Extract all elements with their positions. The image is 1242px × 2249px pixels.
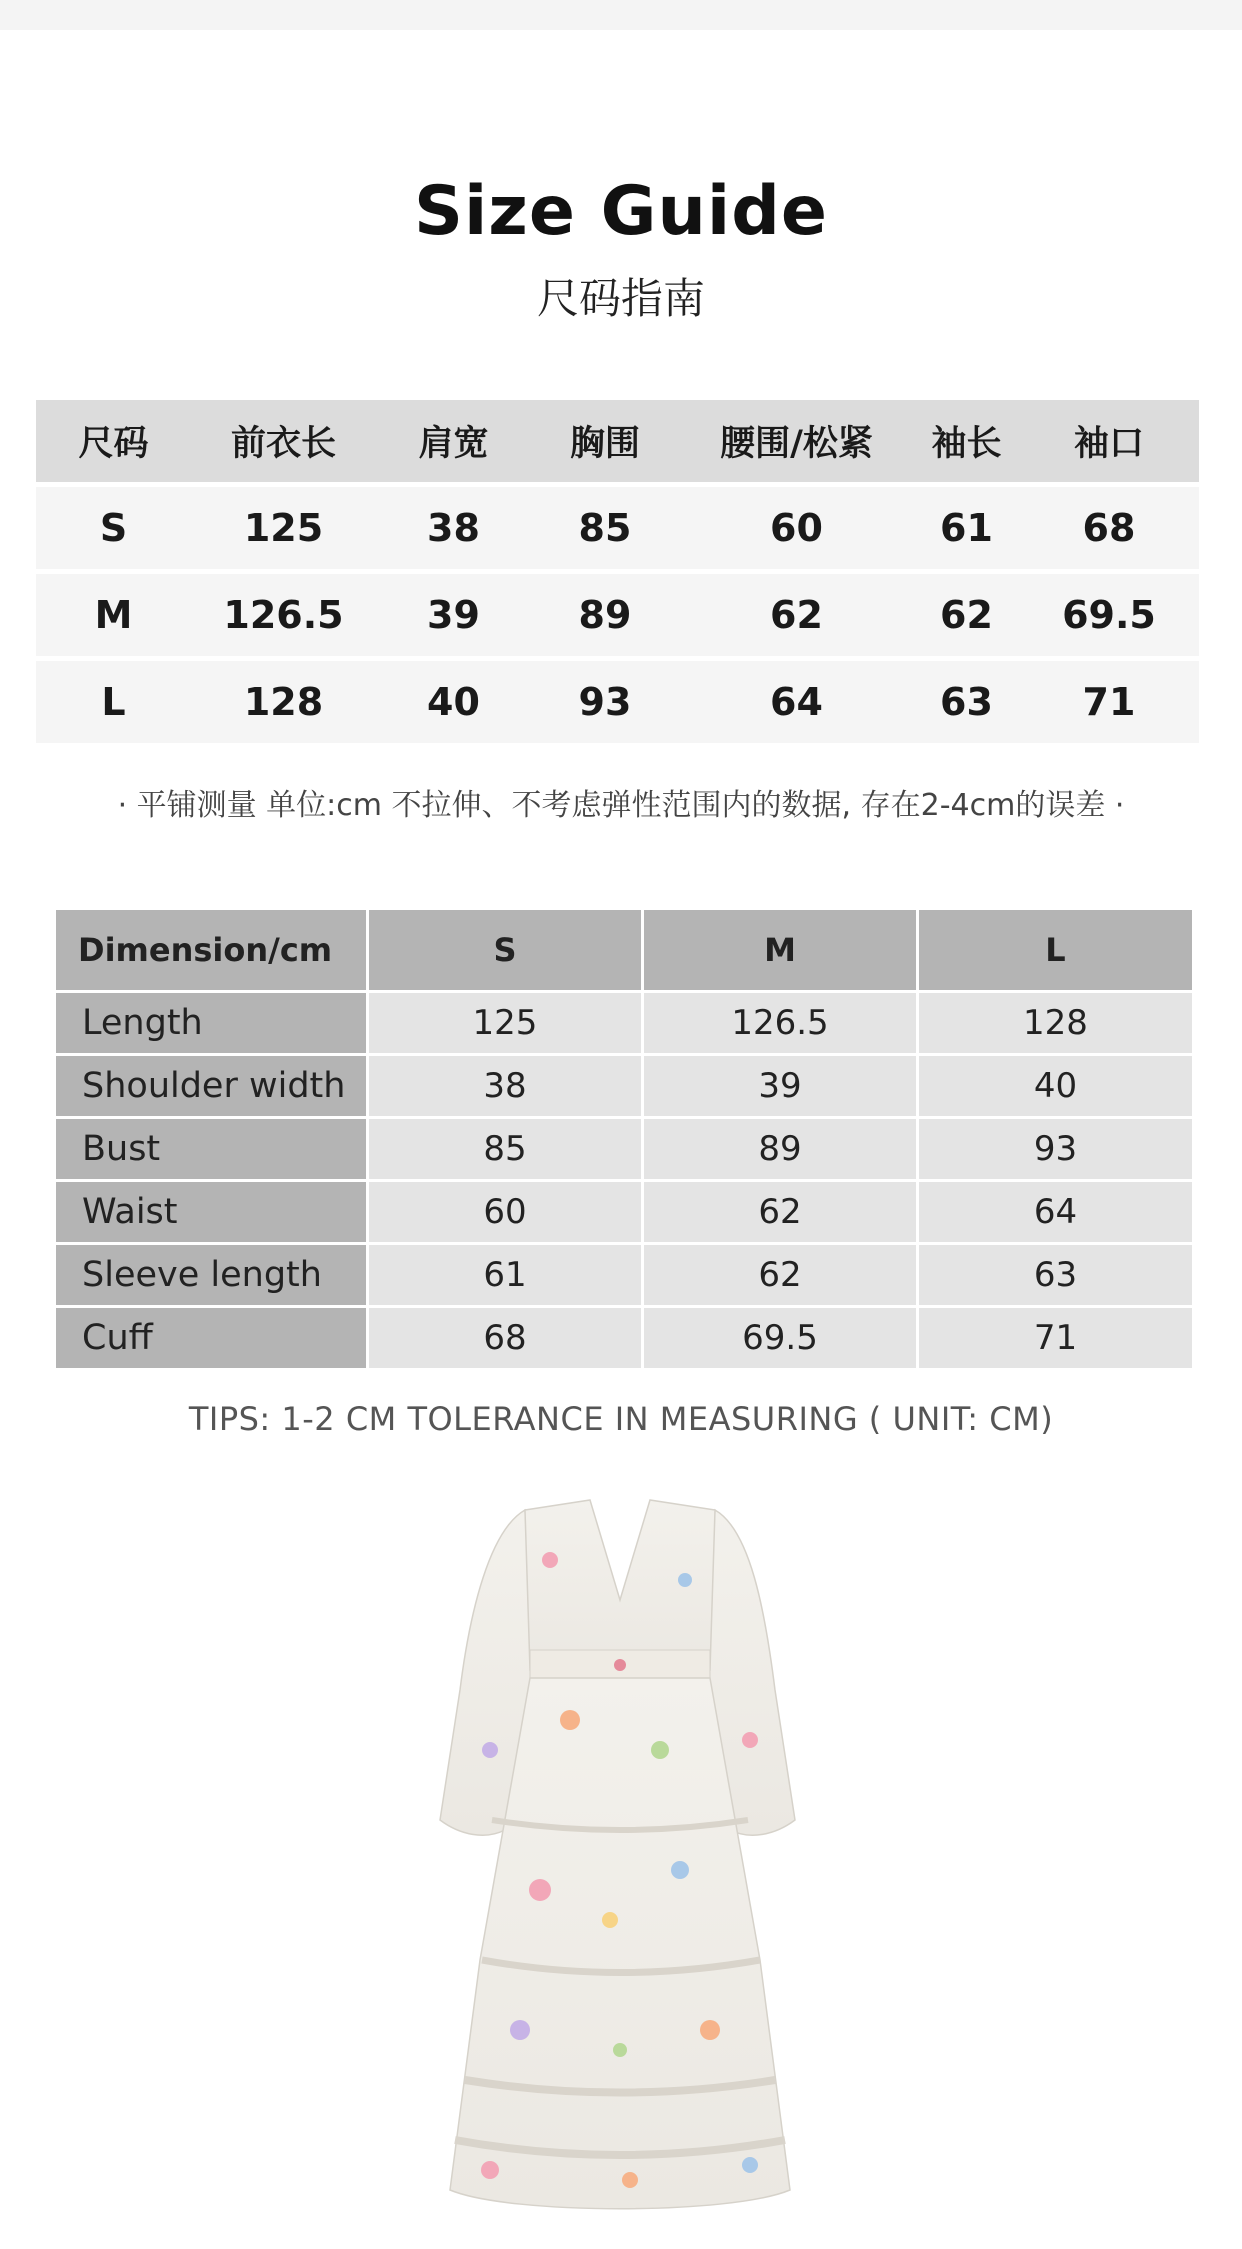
page-title: Size Guide: [414, 172, 828, 251]
top-strip: [0, 0, 1242, 30]
table-cell: 93: [919, 1119, 1192, 1179]
table-cell: 64: [919, 1182, 1192, 1242]
table-cell: 89: [644, 1119, 916, 1179]
table-cell: 64: [770, 680, 823, 724]
table-row: [56, 1119, 1192, 1179]
table-cell: M: [94, 593, 133, 637]
table-cell: 68: [369, 1308, 641, 1368]
cn-table-header: [36, 400, 1199, 482]
table-cell: 62: [940, 593, 993, 637]
table-cell: 128: [919, 993, 1192, 1053]
table-cell: 38: [369, 1056, 641, 1116]
page-subtitle: 尺码指南: [536, 274, 705, 323]
table-cell: 85: [578, 506, 632, 550]
table-cell: 93: [578, 680, 632, 724]
table-cell: L: [101, 680, 126, 724]
table-cell: 61: [940, 506, 993, 550]
table-cell: 62: [770, 593, 823, 637]
cn-header-cell: 袖口: [1073, 424, 1144, 464]
en-header-cell: S: [369, 910, 641, 990]
table-row: [56, 1182, 1192, 1242]
table-cell: 61: [369, 1245, 641, 1305]
table-cell: 69.5: [644, 1308, 916, 1368]
cn-header-cell: 肩宽: [418, 424, 489, 464]
table-cell: 39: [427, 593, 480, 637]
en-header-cell: L: [919, 910, 1192, 990]
row-label: Sleeve length: [56, 1245, 366, 1305]
table-cell: 39: [644, 1056, 916, 1116]
row-label: Shoulder width: [56, 1056, 366, 1116]
cn-header-cell: 前衣长: [230, 424, 336, 464]
table-cell: 89: [578, 593, 632, 637]
row-label: Cuff: [56, 1308, 366, 1368]
en-table-header: [56, 910, 1192, 990]
table-row: [56, 1056, 1192, 1116]
table-cell: 126.5: [223, 593, 344, 637]
table-cell: 125: [369, 993, 641, 1053]
table-cell: 125: [243, 506, 324, 550]
row-label: Waist: [56, 1182, 366, 1242]
cn-header-cell: 袖长: [931, 424, 1002, 464]
table-cell: 63: [940, 680, 993, 724]
row-label: Bust: [56, 1119, 366, 1179]
table-cell: 85: [369, 1119, 641, 1179]
table-cell: 68: [1082, 506, 1136, 550]
cn-size-table: [36, 400, 1199, 748]
table-cell: 128: [243, 680, 324, 724]
table-cell: 71: [1082, 680, 1136, 724]
table-row: [36, 574, 1199, 656]
table-row: [36, 487, 1199, 569]
table-cell: 71: [919, 1308, 1192, 1368]
row-label: Length: [56, 993, 366, 1053]
table-cell: 62: [644, 1245, 916, 1305]
cn-header-cell: 腰围/松紧: [720, 424, 873, 464]
tolerance-tips: TIPS: 1-2 CM TOLERANCE IN MEASURING ( UNIT: CM): [188, 1400, 1054, 1438]
table-row: [56, 1308, 1192, 1368]
cn-header-cell: 胸围: [569, 424, 640, 464]
table-cell: 40: [427, 680, 480, 724]
table-cell: 126.5: [644, 993, 916, 1053]
table-cell: 60: [770, 506, 823, 550]
table-cell: S: [99, 506, 128, 550]
table-row: [56, 993, 1192, 1053]
cn-header-cell: 尺码: [78, 424, 149, 464]
table-cell: 62: [644, 1182, 916, 1242]
measurement-note: · 平铺测量 单位:cm 不拉伸、不考虑弹性范围内的数据, 存在2-4cm的误差 ·: [117, 788, 1125, 823]
table-cell: 40: [919, 1056, 1192, 1116]
en-header-cell: M: [644, 910, 916, 990]
en-header-cell: Dimension/cm: [56, 910, 366, 990]
table-cell: 63: [919, 1245, 1192, 1305]
table-row: [56, 1245, 1192, 1305]
dress-product-image: [430, 1490, 810, 2230]
en-size-table: [56, 910, 1192, 1371]
table-row: [36, 661, 1199, 743]
table-cell: 60: [369, 1182, 641, 1242]
table-cell: 69.5: [1062, 593, 1156, 637]
table-cell: 38: [427, 506, 480, 550]
